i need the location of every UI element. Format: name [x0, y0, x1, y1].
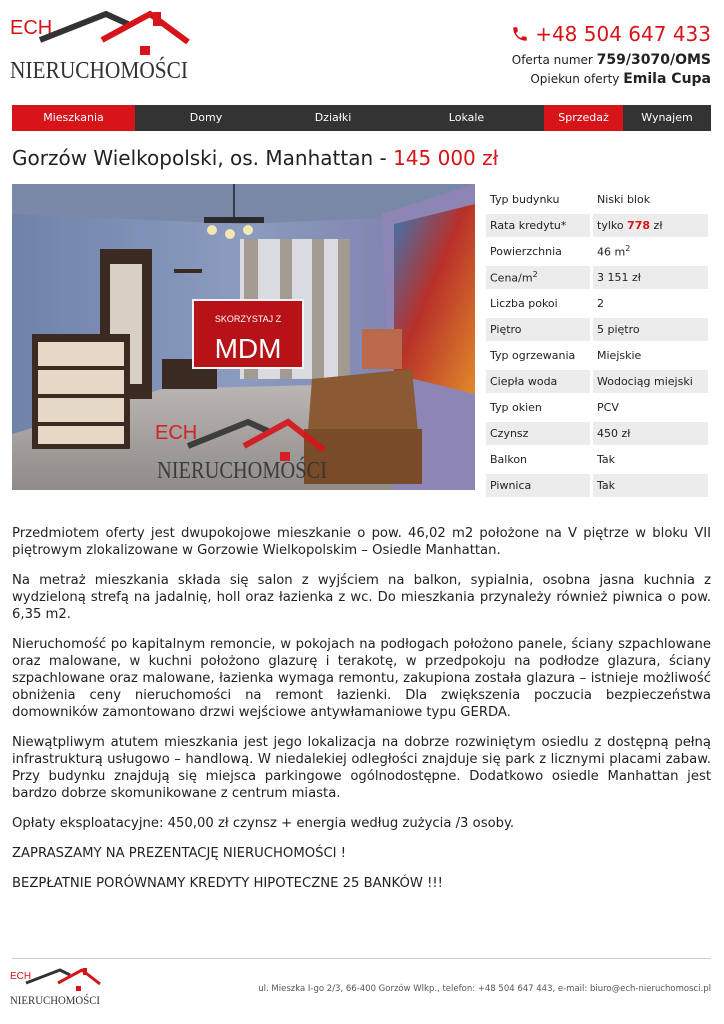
spec-key: Typ ogrzewania	[490, 349, 576, 362]
spec-value: Miejskie	[590, 344, 708, 367]
spec-value: Tak	[590, 474, 708, 497]
spec-value-sup: 2	[625, 244, 631, 254]
description-paragraph: Opłaty eksploatacyjne: 450,00 zł czynsz + energia według zużycia /3 osoby.	[12, 816, 515, 831]
nav-item-dzialki[interactable]: Działki	[314, 111, 352, 124]
spec-key: Piwnica	[486, 474, 590, 497]
table-row	[486, 448, 708, 471]
table-row	[486, 318, 708, 341]
nav-item-sprzedaz[interactable]: Sprzedaż	[544, 105, 623, 131]
spec-key-sup: 2	[532, 270, 538, 280]
description-paragraph: Nieruchomość po kapitalnym remoncie, w pokojach na podłogach położono panele, ściany szpachlowane oraz malowane, w kuchni położono glazurę i terakotę, w przedpokoju na podłodze glazura, ściany szpachlowane oraz malowane, łazienka wymaga remontu, zakupiona została glazura – istnieje możliwość obniżenia ceny nieruchomości na remont łazienki. Dla zwiększenia poczucia bezpieczeństwa domowników zamontowano drzwi wejściowe antywłamaniowe typu GERDA.	[12, 637, 711, 720]
title-location: Gorzów Wielkopolski, os. Manhattan -	[12, 146, 394, 170]
spec-key: Ciepła woda	[486, 370, 590, 393]
footer-divider	[12, 958, 711, 959]
spec-value-text: 46 m	[597, 245, 626, 259]
spec-value-highlight: 778	[627, 219, 651, 232]
offer-number: 759/3070/OMS	[596, 52, 711, 68]
description-paragraph: Niewątpliwym atutem mieszkania jest jego lokalizacja na dobrze rozwiniętym osiedlu z dostępną pełną infrastrukturą usługowo – handlową. W niedalekiej odległości znajduje się park z licznymi placami zabaw. Przy budynku znajdują się miejsca parkingowe ogólnodostępne. Dodatkowo osiedle Manhattan jest bardzo dobrze skomunikowane z centrum miasta.	[12, 735, 711, 801]
page-title	[12, 146, 498, 170]
phone-icon	[511, 25, 529, 43]
spec-key: Piętro	[486, 318, 590, 341]
promo-big-text: MDM	[214, 333, 282, 364]
nav-item-mieszkania[interactable]: Mieszkania	[12, 105, 135, 131]
spec-value: Niski blok	[590, 188, 708, 211]
description-paragraph: BEZPŁATNIE PORÓWNAMY KREDYTY HIPOTECZNE 25 BANKÓW !!!	[12, 876, 443, 891]
table-row	[486, 370, 708, 393]
spec-value: PCV	[590, 396, 708, 419]
table-row	[486, 474, 708, 497]
footer-address: ul. Mieszka I-go 2/3, 66-400 Gorzów Wlkp., telefon: +48 504 647 443, e-mail: biuro@ech-nieruchomosci.pl	[258, 984, 711, 994]
main-nav	[12, 105, 711, 131]
spec-value: 2	[590, 292, 708, 315]
spec-key	[486, 266, 590, 289]
offer-number-line	[511, 52, 711, 68]
nav-item-wynajem[interactable]: Wynajem	[641, 111, 693, 124]
description-paragraph: Przedmiotem oferty jest dwupokojowe mieszkanie o pow. 46,02 m2 położone na V piętrze w bloku VII piętrowym zlokalizowane w Gorzowie Wielkopolskim – Osiedle Manhattan.	[12, 526, 711, 558]
logo-name-text: NIERUCHOMOŚCI	[10, 58, 211, 84]
property-specs-table	[486, 185, 708, 500]
company-logo[interactable]	[10, 10, 211, 85]
agent-name: Emila Cupa	[623, 71, 711, 87]
title-price: 145 000 zł	[393, 146, 499, 170]
spec-key: Balkon	[490, 453, 528, 466]
spec-key-text: Cena/m	[490, 271, 533, 285]
description-paragraph: ZAPRASZAMY NA PREZENTACJĘ NIERUCHOMOŚCI !	[12, 846, 347, 861]
footer-logo[interactable]	[10, 967, 102, 1007]
agent-line	[511, 71, 711, 87]
agent-label: Opiekun oferty	[530, 72, 620, 86]
property-description	[12, 525, 711, 905]
spec-key: Liczba pokoi	[490, 297, 558, 310]
logo-ech-text: ECH	[10, 17, 53, 39]
table-row	[486, 240, 708, 263]
promo-small-text: SKORZYSTAJ Z	[214, 314, 282, 324]
table-row	[486, 214, 708, 237]
table-row	[486, 292, 708, 315]
spec-value-suffix: zł	[650, 219, 663, 232]
footer-logo-name: NIERUCHOMOŚCI	[10, 993, 100, 1007]
footer-logo-ech: ECH	[10, 971, 32, 982]
table-row	[486, 422, 708, 445]
spec-value: Wodociąg miejski	[590, 370, 708, 393]
contact-block	[511, 22, 711, 87]
description-paragraph: Na metraż mieszkania składa się salon z wyjściem na balkon, sypialnia, osobna jasna kuchnia z wydzieloną strefą na jadalnię, holl oraz łazienka z wc. Do mieszkania przynależy również piwnica o pow. 6,35 m2.	[12, 573, 711, 622]
spec-key: Typ budynku	[490, 193, 560, 206]
offer-label: Oferta numer	[511, 53, 593, 67]
spec-value: Tak	[590, 448, 708, 471]
spec-value	[590, 214, 708, 237]
spec-value: 5 piętro	[590, 318, 708, 341]
table-row	[486, 266, 708, 289]
watermark-ech: ECH	[155, 422, 198, 444]
property-photo[interactable]	[12, 184, 475, 490]
spec-value	[590, 240, 708, 263]
phone-link[interactable]	[511, 22, 711, 46]
spec-key: Rata kredytu*	[486, 214, 590, 237]
spec-value: 3 151 zł	[590, 266, 708, 289]
table-row	[486, 188, 708, 211]
spec-value: 450 zł	[590, 422, 708, 445]
spec-key: Powierzchnia	[490, 245, 562, 258]
spec-key: Typ okien	[490, 401, 542, 414]
spec-key: Czynsz	[486, 422, 590, 445]
phone-number: +48 504 647 433	[535, 22, 711, 46]
spec-value-prefix: tylko	[597, 219, 628, 232]
table-row	[486, 344, 708, 367]
table-row	[486, 396, 708, 419]
watermark-name: NIERUCHOMOŚCI	[157, 458, 358, 484]
nav-item-lokale[interactable]: Lokale	[448, 111, 485, 124]
nav-item-domy[interactable]: Domy	[189, 111, 223, 124]
